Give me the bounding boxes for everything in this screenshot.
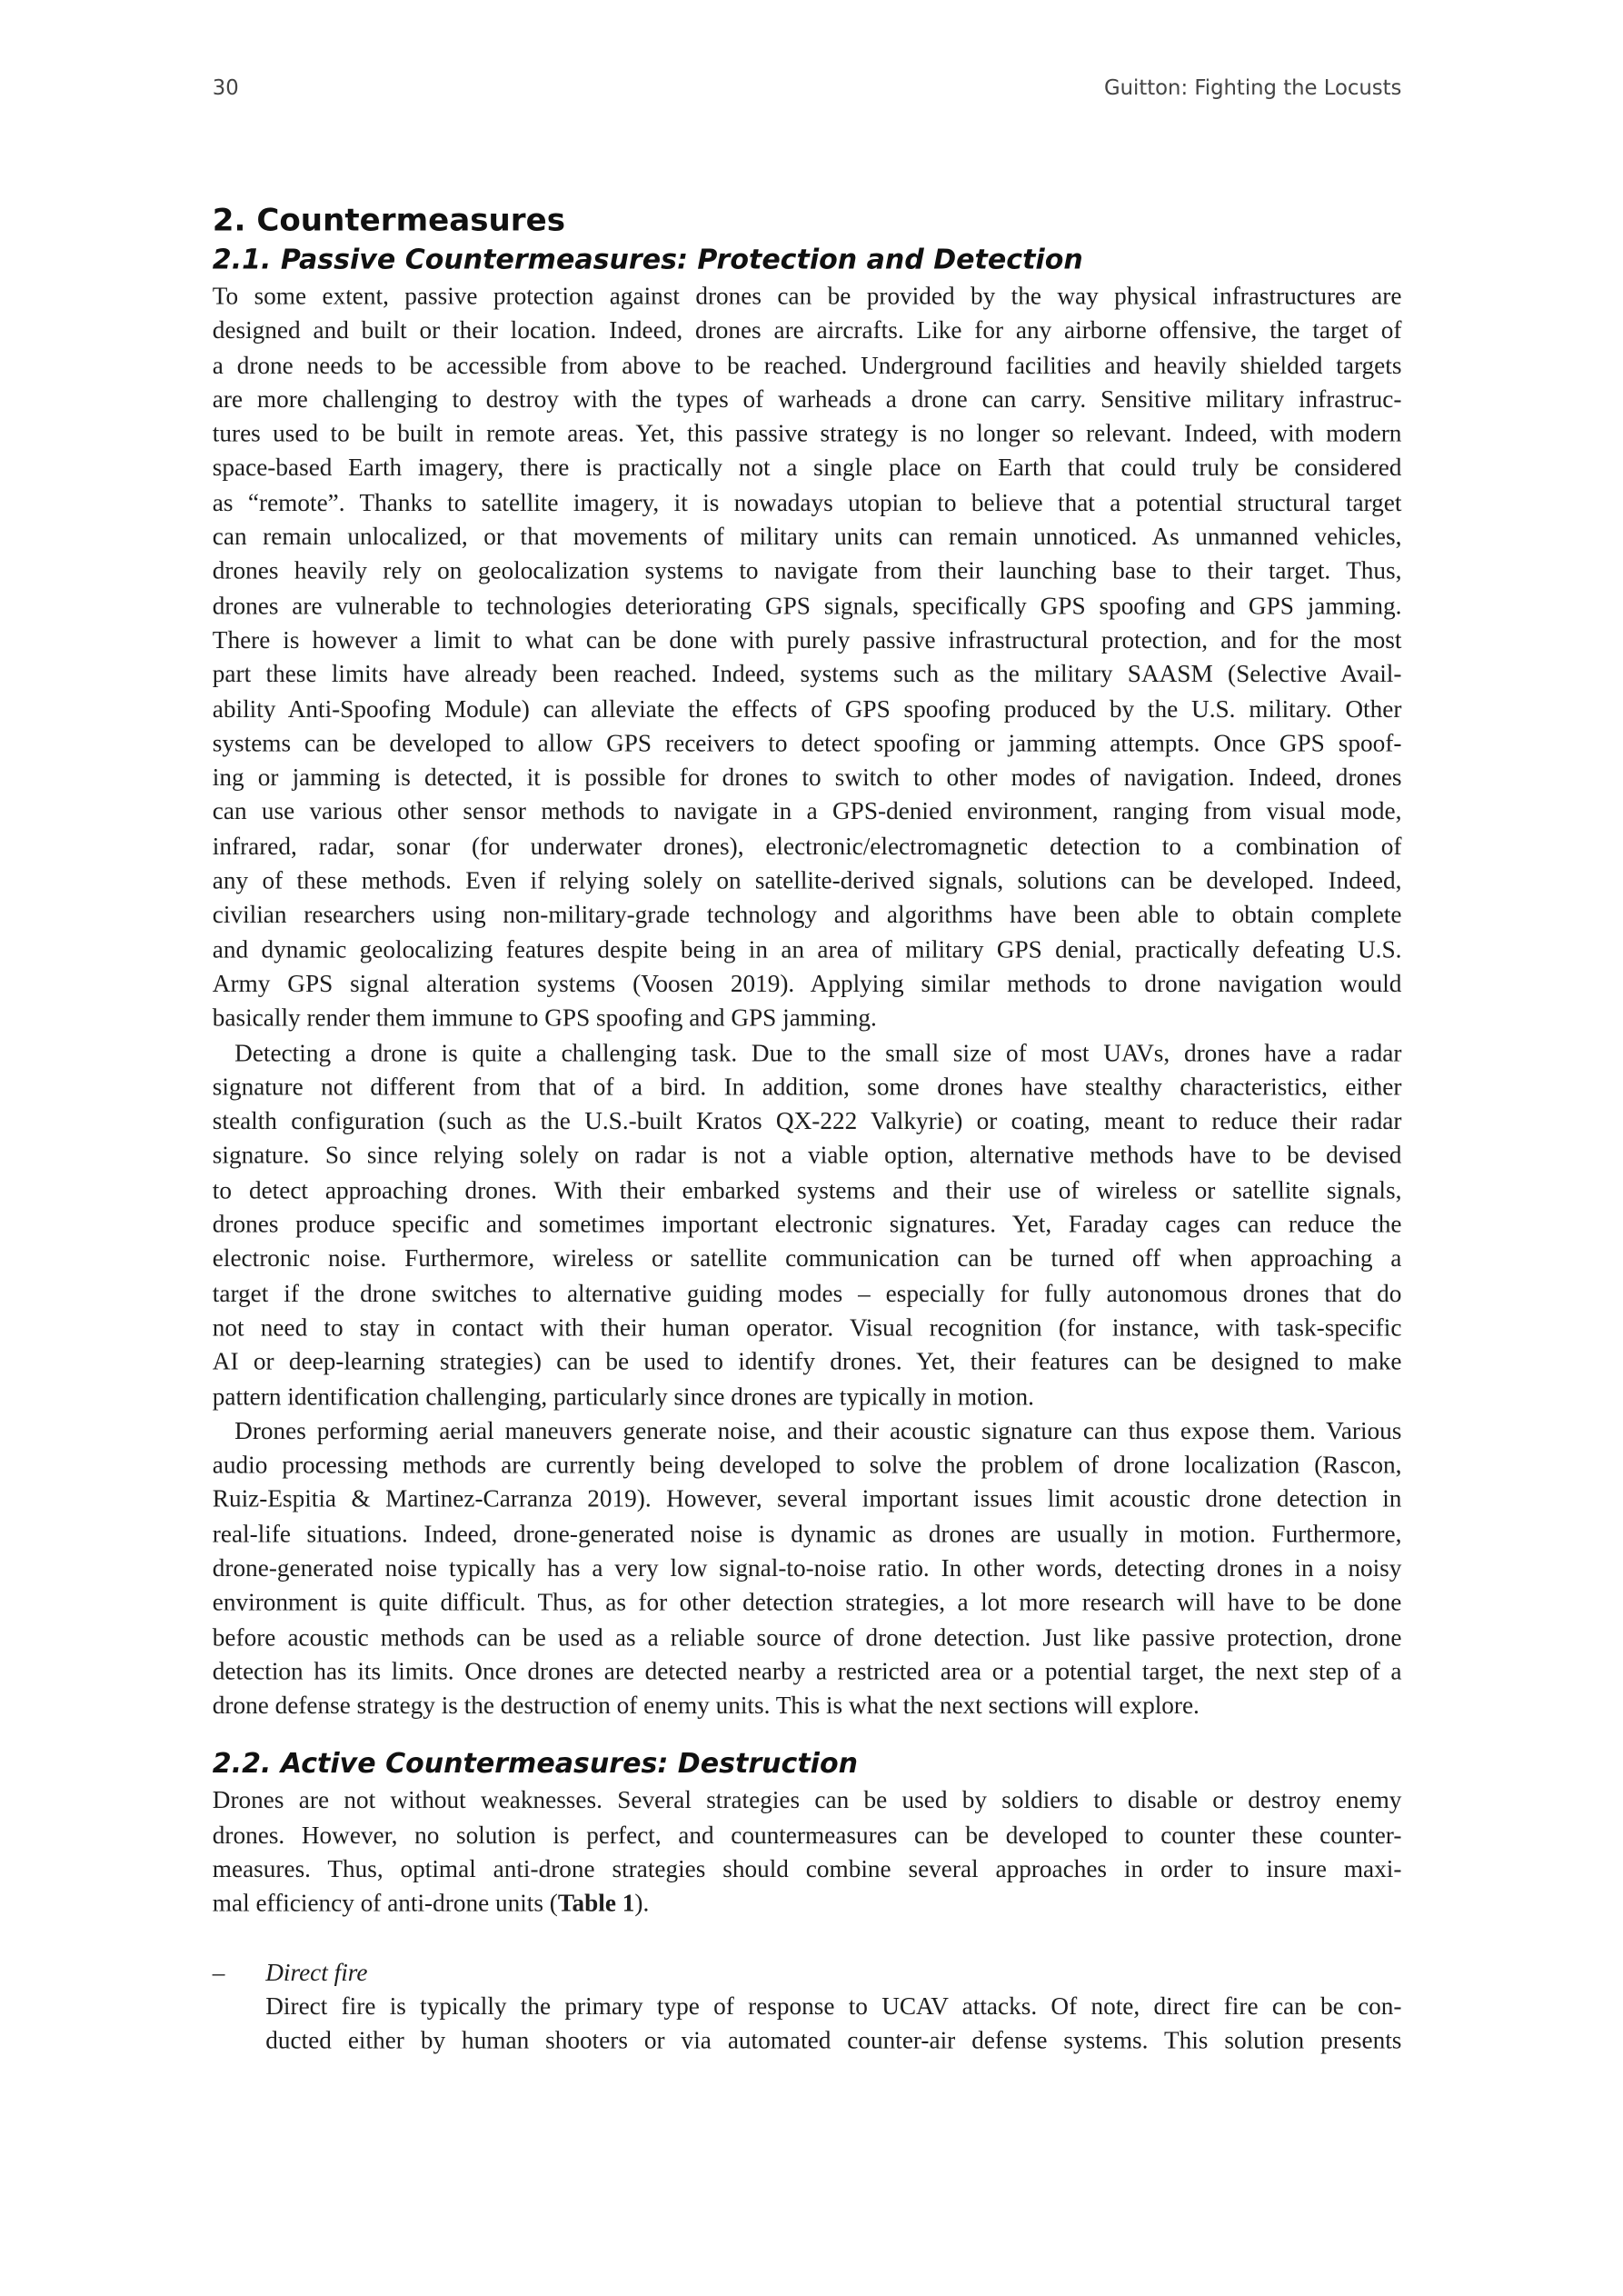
text-line: can remain unlocalized, or that movements of military units can remain unnoticed. As unmanned vehicles, [212,522,1402,551]
text-line: drones. However, no solution is perfect, and countermeasures can be developed to counter these counter- [212,1821,1402,1849]
text-line: stealth configuration (such as the U.S.-built Kratos QX-222 Valkyrie) or coating, meant to reduce their radar [212,1106,1402,1135]
text-line: ability Anti-Spoofing Module) can alleviate the effects of GPS spoofing produced by the U.S. military. Other [212,694,1402,723]
text-line: a drone needs to be accessible from above to be reached. Underground facilities and heavily shielded targets [212,350,1402,379]
text-line: There is however a limit to what can be done with purely passive infrastructural protection, and for the most [212,625,1402,654]
text-line: and dynamic geolocalizing features despite being in an area of military GPS denial, practically defeating U.S. [212,934,1402,963]
text-line: ducted either by human shooters or via automated counter-air defense systems. This solution presents [265,2026,1402,2055]
running-header [213,76,1402,100]
text-line: basically render them immune to GPS spoofing and GPS jamming. [212,1003,877,1033]
text-fragment: ). [634,1889,650,1918]
list-item-heading: Direct fire [265,1957,368,1986]
text-line: pattern identification challenging, particularly since drones are typically in motion. [212,1382,1034,1411]
text-line: drone defense strategy is the destruction of enemy units. This is what the next sections will explore. [212,1691,1200,1720]
text-line: electronic noise. Furthermore, wireless or satellite communication can be turned off when approaching a [212,1244,1402,1273]
text-line: before acoustic methods can be used as a reliable source of drone detection. Just like passive protection, drone [212,1622,1402,1652]
text-line: target if the drone switches to alternative guiding modes – especially for fully autonomous drones that do [212,1279,1402,1307]
text-line: signature not different from that of a bird. In addition, some drones have stealthy characteristics, either [212,1073,1402,1101]
text-line: audio processing methods are currently being developed to solve the problem of drone localization (Rascon, [212,1451,1402,1479]
text-line: as “remote”. Thanks to satellite imagery, it is nowadays utopian to believe that a potential structural target [212,488,1402,516]
text-line: To some extent, passive protection against drones can be provided by the way physical infrastructures are [212,282,1402,310]
text-line: part these limits have already been reached. Indeed, systems such as the military SAASM (Selective Avail- [212,660,1402,689]
page-number: 30 [212,76,239,101]
text-line: systems can be developed to allow GPS receivers to detect spoofing or jamming attempts. Once GPS spoof- [212,728,1402,757]
text-line: real-life situations. Indeed, drone-generated noise is dynamic as drones are usually in motion. Furthermore, [212,1519,1402,1548]
text-line: tures used to be built in remote areas. Yet, this passive strategy is no longer so relevant. Indeed, with modern [212,419,1402,448]
text-line: measures. Thus, optimal anti-drone strategies should combine several approaches in order to insure maxi- [212,1854,1402,1883]
paragraph [213,1413,1402,1722]
text-line: Drones performing aerial maneuvers generate noise, and their acoustic signature can thus expose them. Various [234,1416,1402,1445]
list-marker: – [212,1957,225,1986]
text-line: Ruiz-Espitia & Martinez-Carranza 2019). However, several important issues limit acoustic drone detection in [212,1484,1402,1513]
text-line: AI or deep-learning strategies) can be used to identify drones. Yet, their features can be designed to make [212,1347,1402,1376]
text-line: space-based Earth imagery, there is practically not a single place on Earth that could truly be considered [212,454,1402,483]
paragraph [213,1783,1402,1921]
text-line: Direct fire is typically the primary type of response to UCAV attacks. Of note, direct fire can be con- [265,1992,1402,2021]
article-body [213,198,1402,2059]
text-line: are more challenging to destroy with the types of warheads a drone can carry. Sensitive military infrastruc- [212,384,1402,414]
text-line: Drones are not without weaknesses. Several strategies can be used by soldiers to disable or destroy enemy [212,1786,1402,1815]
text-line: Detecting a drone is quite a challenging task. Due to the small size of most UAVs, drones have a radar [234,1038,1402,1067]
text-line: drones heavily rely on geolocalization systems to navigate from their launching base to their target. Thus, [212,556,1402,585]
paragraph [213,279,1402,1035]
subsection-heading: 2.1. Passive Countermeasures: Protection and Detection [212,245,1083,276]
text-line: signature. So since relying solely on radar is not a viable option, alternative methods have to be devised [212,1141,1402,1170]
text-line: detection has its limits. Once drones are detected nearby a restricted area or a potential target, the next step of a [212,1657,1402,1685]
text-line: civilian researchers using non-military-grade technology and algorithms have been able to obtain complete [212,900,1402,929]
paragraph [213,1035,1402,1413]
text-line: not need to stay in contact with their human operator. Visual recognition (for instance, with task-specific [212,1313,1402,1342]
running-title: Guitton: Fighting the Locusts [1103,76,1402,101]
text-line: drones produce specific and sometimes important electronic signatures. Yet, Faraday cages can reduce the [212,1210,1402,1239]
text-line [213,1887,1402,1922]
subsection-heading: 2.2. Active Countermeasures: Destruction [212,1749,859,1781]
text-line: designed and built or their location. Indeed, drones are aircrafts. Like for any airborne offensive, the target of [212,315,1402,344]
text-line: environment is quite difficult. Thus, as for other detection strategies, a lot more research will have to be done [212,1588,1402,1617]
text-line: to detect approaching drones. With their embarked systems and their use of wireless or satellite signals, [212,1175,1402,1204]
text-line: drones are vulnerable to technologies deteriorating GPS signals, specifically GPS spoofing and GPS jamming. [212,591,1402,620]
text-line: Army GPS signal alteration systems (Voosen 2019). Applying similar methods to drone navigation would [212,969,1402,998]
text-line: drone-generated noise typically has a very low signal-to-noise ratio. In other words, detecting drones in a noisy [212,1553,1402,1582]
text-fragment: mal efficiency of anti-drone units ( [212,1889,558,1918]
text-line: can use various other sensor methods to navigate in a GPS-denied environment, ranging from visual mode, [212,797,1402,826]
table-reference: Table 1 [557,1889,635,1918]
text-line: ing or jamming is detected, it is possible for drones to switch to other modes of navigation. Indeed, drones [212,763,1402,792]
section-heading: 2. Countermeasures [212,202,566,238]
text-line: infrared, radar, sonar (for underwater drones), electronic/electromagnetic detection to a combination of [212,832,1402,861]
text-line: any of these methods. Even if relying solely on satellite-derived signals, solutions can be developed. Indeed, [212,866,1402,894]
list-item [213,1955,1402,2058]
